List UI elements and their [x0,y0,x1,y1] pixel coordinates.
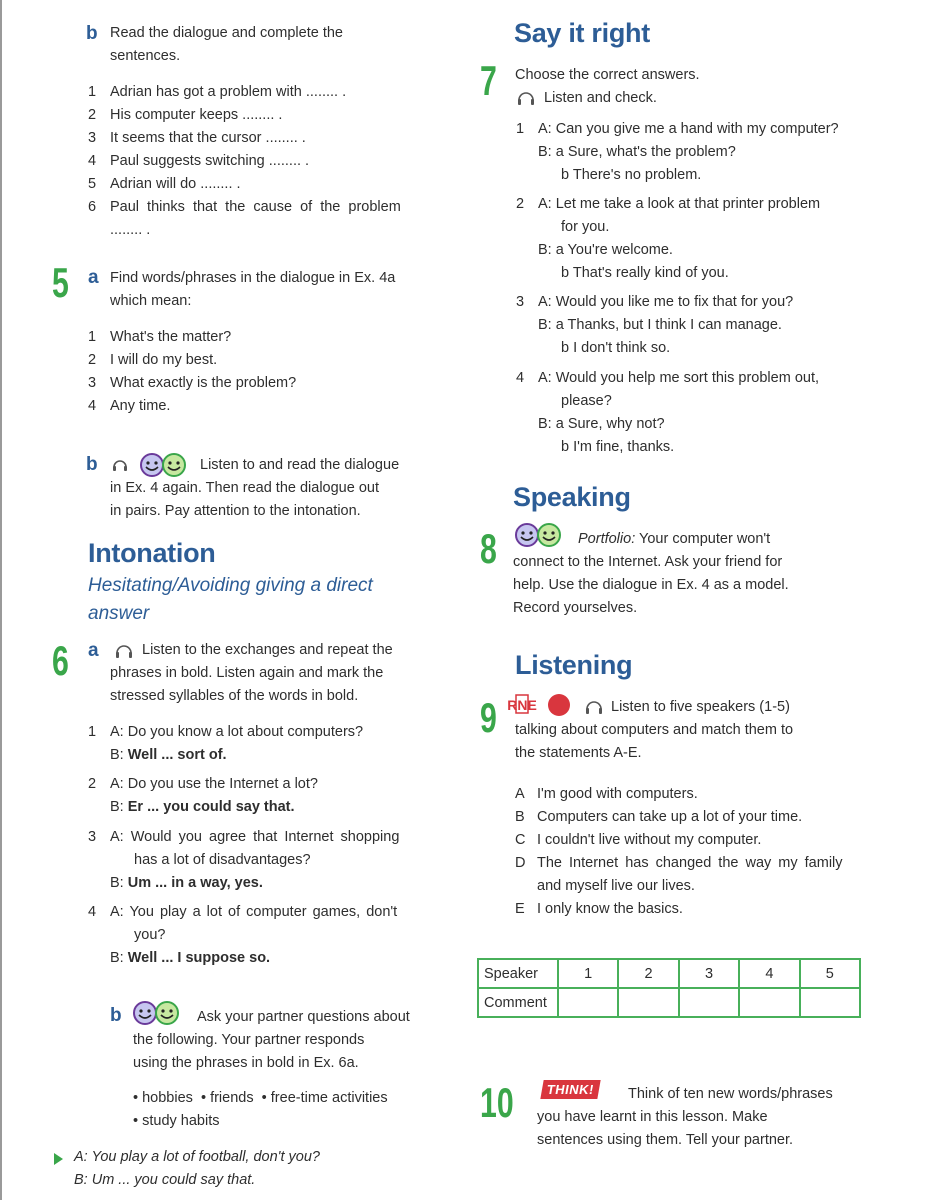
exchange-b [110,796,295,819]
statement-item [515,852,843,875]
speaker-label: B: [110,747,124,763]
item-number: 2 [516,196,525,212]
example-arrow-icon [54,1153,63,1169]
list-item [88,395,170,418]
option-b: b I'm fine, thanks. [561,439,675,455]
statement-continuation: and myself live our lives. [537,878,695,894]
list-item [88,127,306,150]
bullet-icon: • [200,1090,207,1106]
exercise-number-8: 8 [480,525,497,572]
statement-key: D [515,855,526,871]
portfolio-label: Portfolio: [578,531,636,547]
rne-text: RNE [507,697,537,713]
rne-badge [507,692,575,722]
exchange-a [516,118,839,141]
speaker-label: B: [110,875,124,891]
section-heading-speaking: Speaking [513,482,631,512]
item-number: 2 [88,776,97,792]
table-header-cell: 2 [618,959,678,988]
ex5a-instruction-line1: Find words/phrases in the dialogue in Ex. 4a [110,270,396,286]
intonation-subheading-line2: answer [88,603,150,624]
item-number: 3 [88,130,97,146]
headphones-icon [114,461,126,467]
ex9-instruction-line2: talking about computers and match them to [515,722,794,738]
exercise-number-7: 7 [480,57,497,104]
example-line-b: B: Um ... you could say that. [74,1172,256,1188]
exercise-number-6: 6 [52,637,69,684]
item-number: 3 [88,375,97,391]
think-badge [542,1080,599,1099]
item-text: What exactly is the problem? [110,375,297,391]
headphones-icon [516,88,536,112]
ex6a-instruction-rest [110,662,383,708]
list-item [88,104,282,127]
intonation-subheading [88,572,373,628]
item-text: Adrian has got a problem with ........ . [110,84,347,100]
bullet-list-line1 [133,1087,388,1110]
exchange-b [110,744,227,767]
ex10-instruction-line1: Think of ten new words/phrases [628,1086,833,1102]
ex7-instruction-line1: Choose the correct answers. [515,67,700,83]
exchange-a-cont: has a lot of disadvantages? [134,852,311,868]
bullet-item: free-time activities [270,1090,388,1106]
ex5a-instruction [110,267,395,313]
ex6a-letter: a [88,640,99,661]
statement-item [515,806,802,829]
item-number: 1 [88,724,97,740]
bold-phrase: Er ... you could say that. [127,799,295,815]
exchange-a [88,826,399,849]
list-item [88,173,241,196]
exchange-a-cont: please? [561,393,612,409]
list-item [88,150,309,173]
statement-item [515,829,761,852]
list-item [88,372,296,395]
ex6a-instruction-line3: stressed syllables of the words in bold. [110,688,359,704]
think-label: THINK! [540,1080,600,1099]
pair-work-icon [514,522,574,552]
ex5b-letter: b [86,454,98,475]
item-number: 3 [88,829,97,845]
item-text: What's the matter? [110,329,232,345]
ex8-instruction-line3: help. Use the dialogue in Ex. 4 as a model. [513,577,789,593]
speaker-label: B: [110,950,124,966]
ex10-instruction-rest [537,1106,793,1152]
exchange-a [516,193,820,216]
answer-cell[interactable] [618,988,678,1017]
item-number: 6 [88,199,97,215]
answer-cell[interactable] [739,988,799,1017]
list-item-continuation: ........ . [110,222,151,238]
exchange-a-text: A: Do you know a lot about computers? [110,724,364,740]
exercise-number-9: 9 [480,694,497,741]
answer-cell[interactable] [558,988,618,1017]
ex5b-instruction-rest [110,477,379,523]
item-text: It seems that the cursor ........ . [110,130,306,146]
bold-phrase: Well ... sort of. [127,747,227,763]
item-number: 1 [88,329,97,345]
ex4b-instruction-line1: Read the dialogue and complete the [110,25,343,41]
list-item [88,326,231,349]
ex8-instruction-line2: connect to the Internet. Ask your friend for [513,554,783,570]
ex6a-instruction-line2: phrases in bold. Listen again and mark the [110,665,384,681]
ex9-instruction-line1: Listen to five speakers (1-5) [611,699,790,715]
exchange-b [110,947,270,970]
ex4b-letter: b [86,23,98,44]
table-header-cell: 1 [558,959,618,988]
exchange-a [88,901,397,924]
statement-text: I'm good with computers. [537,786,698,802]
ex6a-instruction-line1: Listen to the exchanges and repeat the [142,642,393,658]
ex9-instruction-rest [515,719,793,765]
exchange-a-text: A: Would you agree that Internet shopping [110,829,400,845]
option-b: b That's really kind of you. [561,265,729,281]
item-number: 3 [516,294,525,310]
statement-text: Computers can take up a lot of your time. [537,809,803,825]
option-a: B: a You're welcome. [538,242,673,258]
list-item [88,196,401,219]
exchange-b [110,872,263,895]
section-heading-say-it-right: Say it right [514,18,650,48]
table-header-cell: 5 [800,959,860,988]
exchange-a-text: A: Would you like me to fix that for you? [538,294,794,310]
ex6b-instruction-line1: Ask your partner questions about [197,1009,410,1025]
ex10-instruction-line2: you have learnt in this lesson. Make [537,1109,768,1125]
exchange-a-cont: you? [134,927,166,943]
item-number: 4 [88,398,97,414]
ex4b-instruction-line2: sentences. [110,48,181,64]
ex6b-letter: b [110,1005,122,1026]
option-a: B: a Thanks, but I think I can manage. [538,317,782,333]
item-text: Paul suggests switching ........ . [110,153,310,169]
exchange-a-text: A: Do you use the Internet a lot? [110,776,318,792]
answer-cell[interactable] [679,988,739,1017]
exchange-a [516,367,819,390]
ex8-instruction-line4: Record yourselves. [513,600,638,616]
section-heading-intonation: Intonation [88,538,216,568]
ex9-instruction-line3: the statements A-E. [515,745,642,761]
bullet-icon: • [261,1090,267,1106]
bullet-icon: • [133,1113,139,1129]
exchange-a-text: A: Would you help me sort this problem out, [538,370,820,386]
ex6b-instruction-line3: using the phrases in bold in Ex. 6a. [133,1055,359,1071]
statement-key: E [515,901,525,917]
intonation-subheading-line1: Hesitating/Avoiding giving a direct [88,575,373,596]
pair-work-icon [132,1000,192,1030]
speaker-comment-table [477,958,861,1018]
bullet-list-line2 [133,1110,220,1133]
option-a: B: a Sure, why not? [538,416,665,432]
answer-cell[interactable] [800,988,860,1017]
table-header-cell: Speaker [478,959,558,988]
item-text: I will do my best. [110,352,218,368]
item-number: 2 [88,107,97,123]
bullet-item: hobbies [142,1090,193,1106]
item-text: Any time. [110,398,171,414]
bullet-item: friends [210,1090,254,1106]
option-b: b There's no problem. [561,167,702,183]
ex5b-instruction-line1: Listen to and read the dialogue [200,457,400,473]
statement-key: A [515,786,525,802]
exercise-number-5: 5 [52,259,69,306]
exchange-a-text: A: You play a lot of computer games, don't [110,904,398,920]
statement-item [515,898,683,921]
ex7-instruction-line2: Listen and check. [544,90,657,106]
table-row [478,959,860,988]
statement-key: C [515,832,526,848]
ex5b-instruction-line3: in pairs. Pay attention to the intonation. [110,503,361,519]
bullet-icon: • [133,1090,139,1106]
exchange-a-text: A: Can you give me a hand with my computer? [538,121,839,137]
ex8-instruction-line1 [578,528,770,551]
table-row [478,988,860,1017]
statement-text: The Internet has changed the way my family [537,855,843,871]
ex8-instruction-line1-text: Your computer won't [639,531,771,547]
exchange-a [516,291,793,314]
exercise-number-10: 10 [480,1079,514,1126]
ex10-instruction-line3: sentences using them. Tell your partner. [537,1132,794,1148]
table-header-cell: 3 [679,959,739,988]
list-item [88,81,346,104]
option-b: b I don't think so. [561,340,671,356]
item-text: Adrian will do ........ . [110,176,241,192]
statement-text: I only know the basics. [537,901,683,917]
exchange-a-cont: for you. [561,219,610,235]
exchange-a-text: A: Let me take a look at that printer problem [538,196,821,212]
section-heading-listening: Listening [515,650,633,680]
statement-key: B [515,809,525,825]
item-text: His computer keeps ........ . [110,107,283,123]
option-a: B: a Sure, what's the problem? [538,144,736,160]
item-number: 1 [88,84,97,100]
bullet-item: study habits [142,1113,220,1129]
ex5a-letter: a [88,267,99,288]
list-item [88,349,217,372]
statement-item [515,783,698,806]
item-number: 2 [88,352,97,368]
statement-text: I couldn't live without my computer. [537,832,762,848]
ex6b-instruction-rest [133,1029,364,1075]
bold-phrase: Um ... in a way, yes. [127,875,263,891]
ex6b-instruction-line2: the following. Your partner responds [133,1032,365,1048]
item-number: 4 [88,904,97,920]
ex4b-instruction [110,22,343,68]
table-row-label: Comment [478,988,558,1017]
item-number: 4 [516,370,525,386]
item-number: 4 [88,153,97,169]
item-text: Paul thinks that the cause of the problem [110,199,401,215]
exchange-a [88,773,318,796]
speaker-label: B: [110,799,124,815]
table-header-cell: 4 [739,959,799,988]
example-line-a: A: You play a lot of football, don't you? [74,1149,320,1165]
ex8-instruction-rest [513,551,789,620]
ex5a-instruction-line2: which mean: [110,293,192,309]
headphones-icon [584,697,604,721]
item-number: 5 [88,176,97,192]
exchange-a [88,721,363,744]
item-number: 1 [516,121,525,137]
ex5b-instruction-line2: in Ex. 4 again. Then read the dialogue out [110,480,379,496]
bold-phrase: Well ... I suppose so. [127,950,271,966]
pair-work-icon [110,452,200,478]
